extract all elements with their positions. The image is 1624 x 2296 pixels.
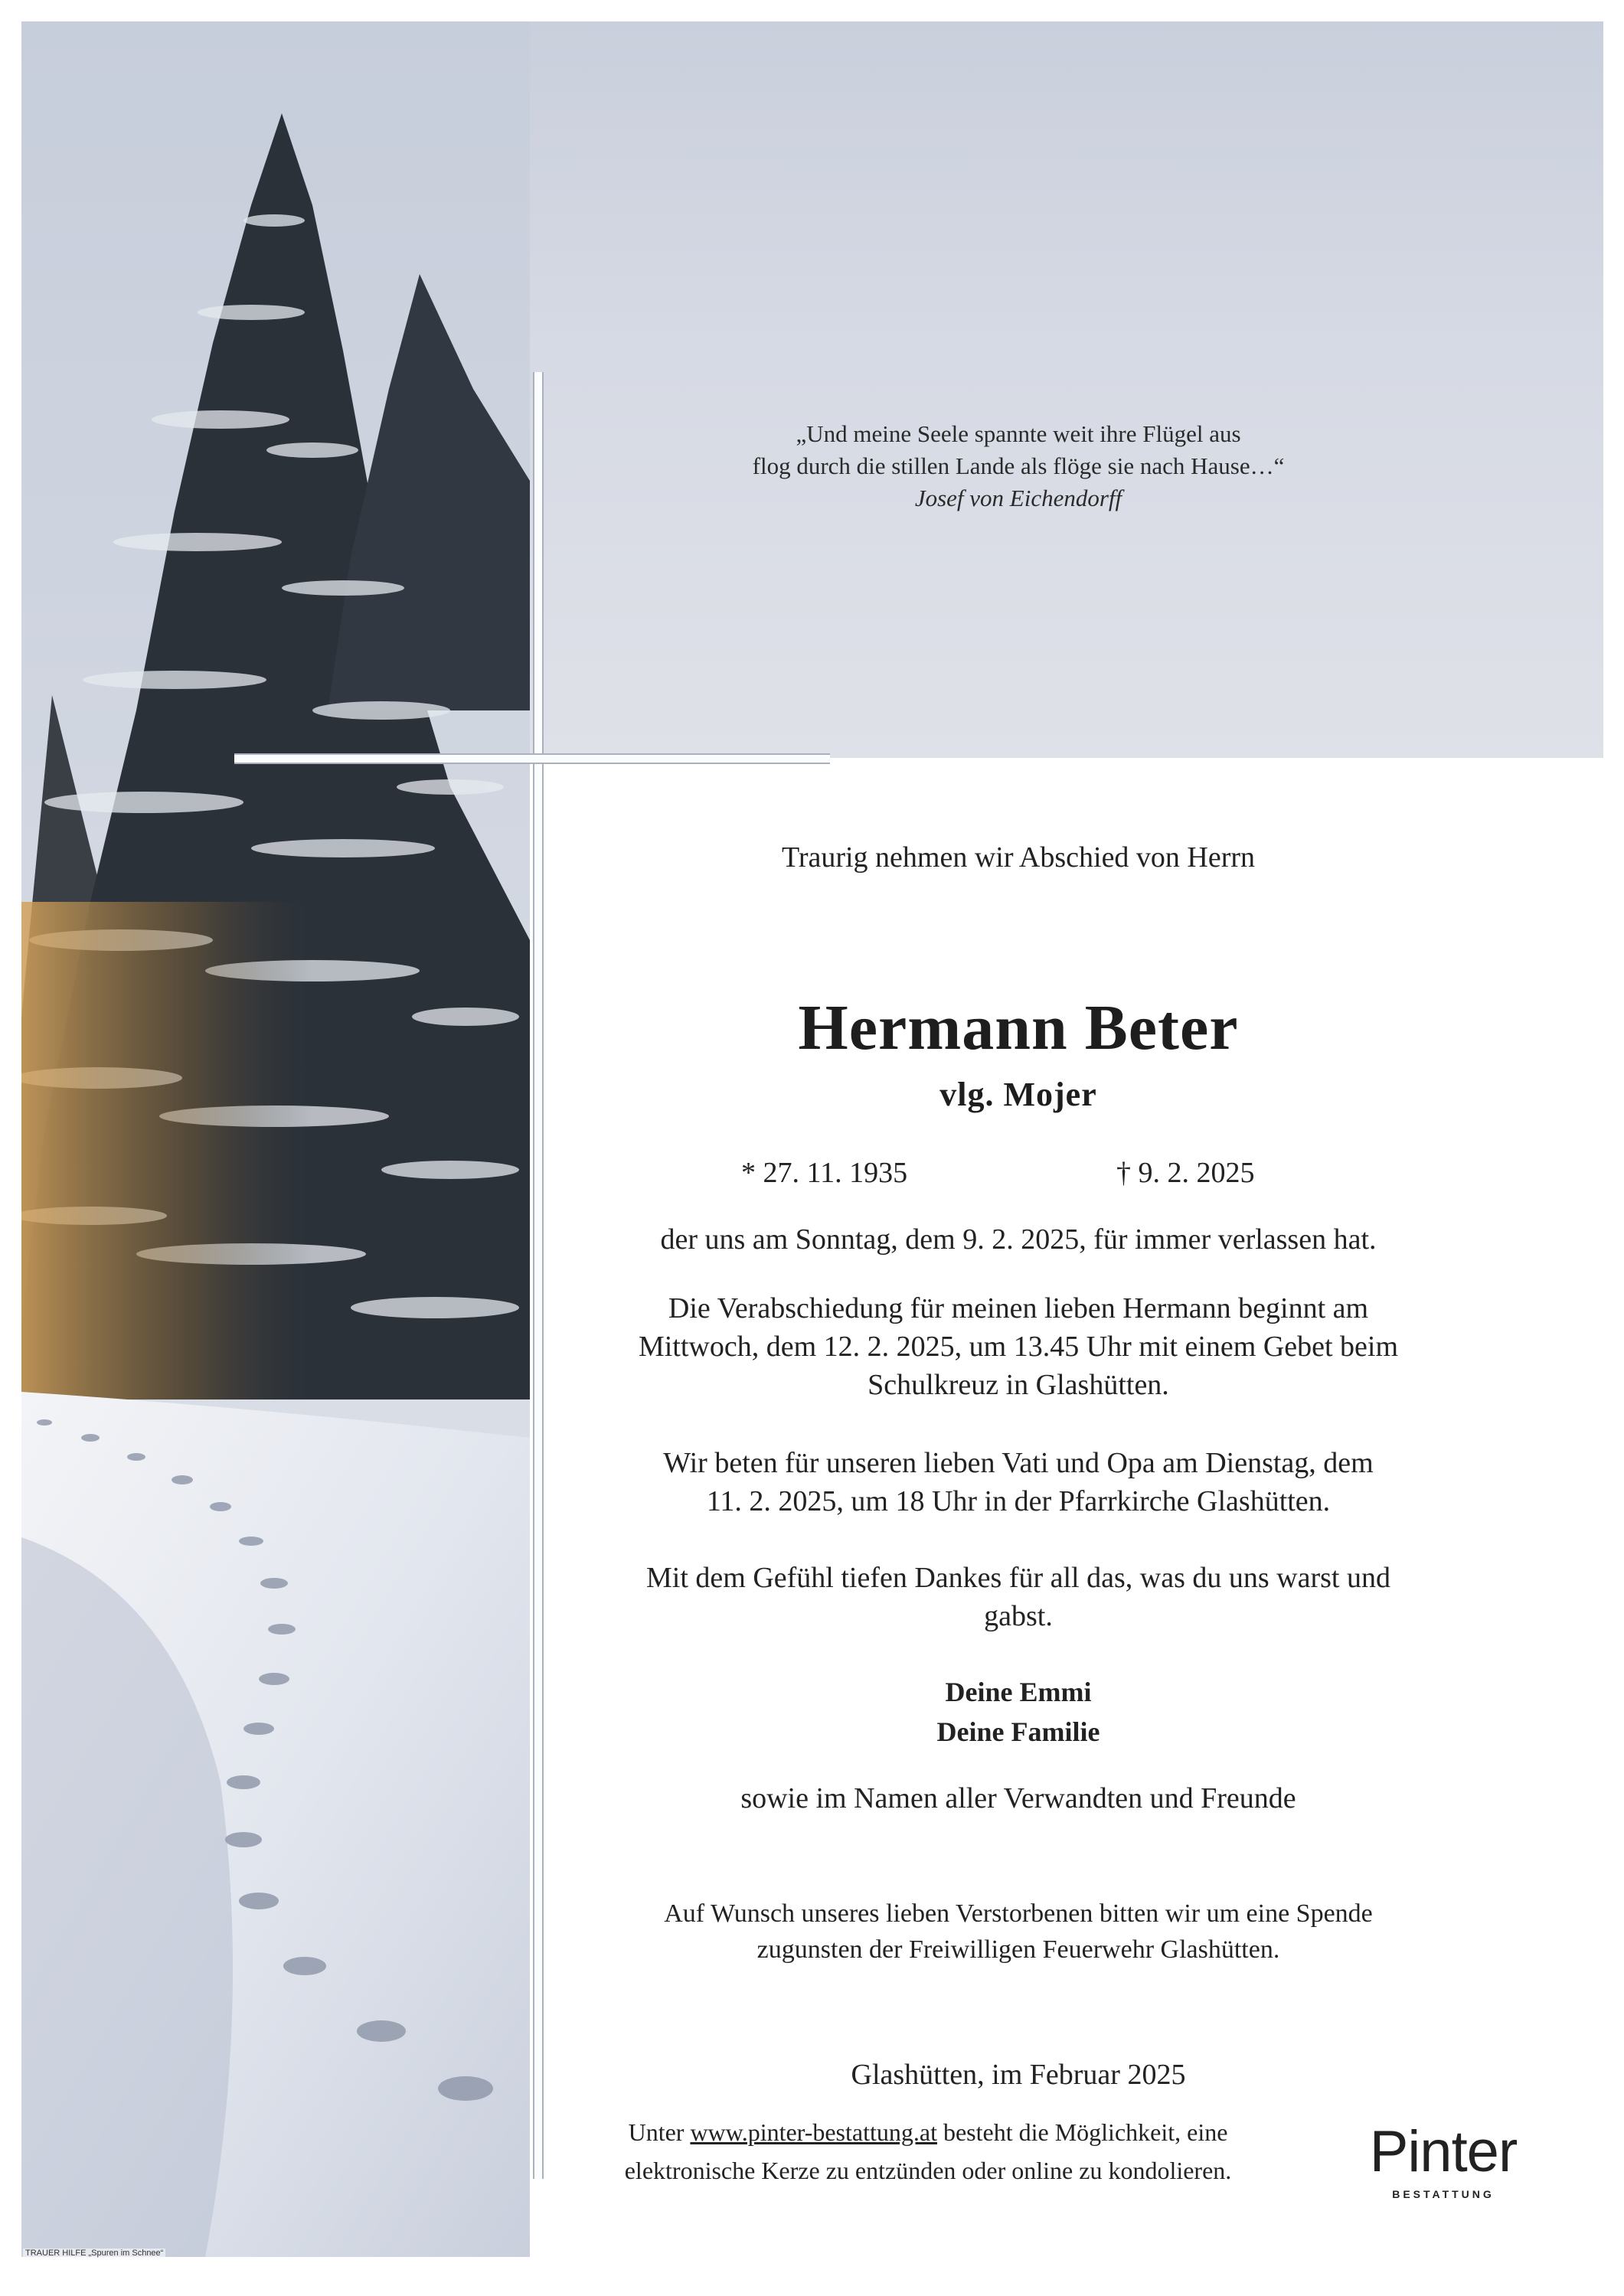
website-link[interactable]: www.pinter-bestattung.at: [690, 2118, 937, 2146]
prayer-details: [567, 1444, 1470, 1520]
deceased-nickname: vlg. Mojer: [939, 1076, 1097, 1113]
image-credit: TRAUER HILFE „Spuren im Schnee“: [23, 2249, 165, 2258]
farewell-details: [567, 1289, 1470, 1404]
condolence-footer: [553, 2113, 1303, 2190]
death-date: † 9. 2. 2025: [1116, 1157, 1255, 1189]
donation-line-1: Auf Wunsch unseres lieben Verstorbenen bitten wir um eine Spende: [664, 1899, 1373, 1928]
relatives-note: sowie im Namen aller Verwandten und Freunde: [740, 1782, 1296, 1814]
gratitude-line-2: gabst.: [984, 1600, 1053, 1632]
winter-forest-illustration: [21, 21, 530, 2257]
deceased-name: Hermann Beter: [798, 992, 1239, 1063]
footer-suffix: besteht die Möglichkeit, eine: [936, 2118, 1228, 2146]
footer-line-2: elektronische Kerze zu entzünden oder online zu kondolieren.: [624, 2157, 1232, 2184]
cross-vertical-beam: [533, 372, 544, 2179]
cross-horizontal-beam: [234, 753, 830, 764]
quote-line-1: „Und meine Seele spannte weit ihre Flügel aus: [796, 420, 1241, 447]
winter-forest-photo: [21, 21, 530, 2257]
prayer-line-2: 11. 2. 2025, um 18 Uhr in der Pfarrkirche Glashütten.: [706, 1485, 1331, 1517]
gratitude-line-1: Mit dem Gefühl tiefen Dankes für all das, was du uns warst und: [646, 1562, 1390, 1594]
farewell-line-3: Schulkreuz in Glashütten.: [868, 1369, 1169, 1401]
passing-notice: der uns am Sonntag, dem 9. 2. 2025, für immer verlassen hat.: [660, 1223, 1377, 1256]
farewell-line-2: Mittwoch, dem 12. 2. 2025, um 13.45 Uhr mit einem Gebet beim: [638, 1331, 1399, 1363]
intro-text: Traurig nehmen wir Abschied von Herrn: [781, 841, 1256, 874]
place-and-date: Glashütten, im Februar 2025: [851, 2059, 1186, 2091]
gratitude-text: [567, 1559, 1470, 1635]
footer-prefix: Unter: [628, 2118, 691, 2146]
logo-wordmark: Pinter: [1369, 2119, 1518, 2184]
signature-emmi: Deine Emmi: [945, 1677, 1092, 1707]
birth-date: * 27. 11. 1935: [741, 1157, 908, 1189]
farewell-line-1: Die Verabschiedung für meinen lieben Hermann beginnt am: [668, 1292, 1369, 1324]
signature-family: Deine Familie: [936, 1716, 1100, 1747]
quote-line-2: flog durch die stillen Lande als flöge sie nach Hause…“: [752, 452, 1285, 479]
prayer-line-1: Wir beten für unseren lieben Vati und Opa am Dienstag, dem: [663, 1447, 1374, 1479]
memorial-quote: [567, 418, 1470, 514]
family-signatures: [567, 1672, 1470, 1752]
life-dates: [567, 1156, 1470, 1194]
donation-line-2: zugunsten der Freiwilligen Feuerwehr Glashütten.: [756, 1935, 1280, 1964]
logo-subtitle: BESTATTUNG: [1392, 2188, 1495, 2200]
footer-line-1: [553, 2113, 1303, 2151]
quote-author: Josef von Eichendorff: [914, 485, 1122, 511]
donation-request: [567, 1896, 1470, 1968]
pinter-logo: [1348, 2119, 1539, 2200]
